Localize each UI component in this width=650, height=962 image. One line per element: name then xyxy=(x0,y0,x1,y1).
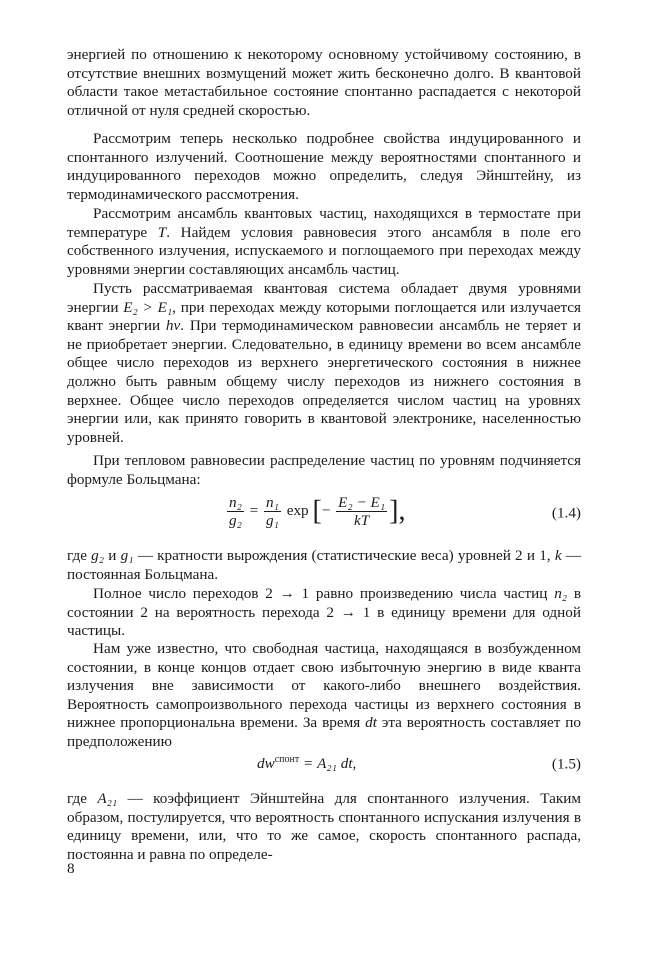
equation-1-5: $dw^{спонт} = A_{21}$ dt, (1.5) xyxy=(257,753,581,773)
paragraph-3: Рассмотрим ансамбль квантовых частиц, находящихся в термостате при температуре T. Найдем условия равновесия этого ансамбля в поле его собственного излучения, испускаемого и поглощаемого при переходах между уровнями энергии составляющих ансамбль частиц. xyxy=(67,205,581,278)
paragraph-5: При тепловом равновесии распределение частиц по уровням подчиняется формуле Больцмана: xyxy=(67,452,581,488)
page-number: 8 xyxy=(67,860,75,877)
paragraph-8: Нам уже известно, что свободная частица, находящаяся в возбужденном состоянии, в конце концов отдает свою избыточную энергию в виде кванта излучения вне зависимости от какого-либо внешнего воздействия. Вероятность самопроизвольного перехода частицы из верхнего состояния в нижнее пропорциональна времени. За время dt эта вероятность составляет по предположению xyxy=(67,640,582,750)
paragraph-7: Полное число переходов 2 → 1 равно произведению числа частиц n₂ в состоянии 2 на вероятность перехода 2 → 1 в единицу времени для одной частицы. xyxy=(67,585,582,640)
equation-number-1-4: (1.4) xyxy=(551,504,581,522)
paragraph-4: Пусть рассматриваемая квантовая система обладает двумя уровнями энергии E₂ > E₁, при переходах между которыми поглощается или излучается квант энергии hν. При термодинамическом равновесии ансамбль не теряет и не приобретает энергии. Следовательно, в единицу времени во всем ансамбле общее число переходов из верхнего энергетического состояния в нижнее должно быть равным общему числу переходов из нижнего состояния в верхнее. Общее число переходов определяется числом частиц на уровнях энергии или, как принято говорить в квантовой электронике, населенностью уровней. xyxy=(67,280,581,446)
paragraph-2: Рассмотрим теперь несколько подробнее свойства индуцированного и спонтанного излучений. Соотношение между вероятностями спонтанного и индуцированного переходов можно определить, следуя Эйнштейну, из термодинамического рассмотрения. xyxy=(67,130,581,203)
energy-level-condition: E₂ > E₁ xyxy=(123,298,173,316)
paragraph-6: где g₂ и g₁ — кратности вырождения (статистические веса) уровней 2 и 1, k — постоянная Больцмана. xyxy=(67,547,582,583)
equation-1-4: $\frac{\text{n₂}}{\text{g₂}}$ = $\frac{\text{n₁}}{\text{g₁}}$ exp [− $\frac{\text{E₂ − E₁}}{kT}$ ], (1.4) xyxy=(229,494,581,529)
paragraph-1: энергией по отношению к некоторому основному устойчивому состоянию, в отсутствие внешних возмущений может жить бесконечно долго. В квантовой области такое метастабильное состояние спонтанно распадается с некоторой отличной от нуля средней скоростью. xyxy=(67,46,581,119)
equation-number-1-5: (1.5) xyxy=(551,755,581,773)
paragraph-9: где A₂₁ — коэффициент Эйнштейна для спонтанного излучения. Таким образом, постулируется, что вероятность спонтанного испускания излучения в единицу времени, или, что то же самое, скорость спонтанного распада, постоянна и равна по определе- xyxy=(67,790,581,863)
fraction-n2-g2: $\frac{\text{n₂}}{\text{g₂}}$ xyxy=(229,494,242,529)
fraction-energy-kT: $\frac{\text{E₂ − E₁}}{kT}$ xyxy=(338,494,386,529)
fraction-n1-g1: $\frac{\text{n₁}}{\text{g₁}}$ xyxy=(266,494,279,529)
